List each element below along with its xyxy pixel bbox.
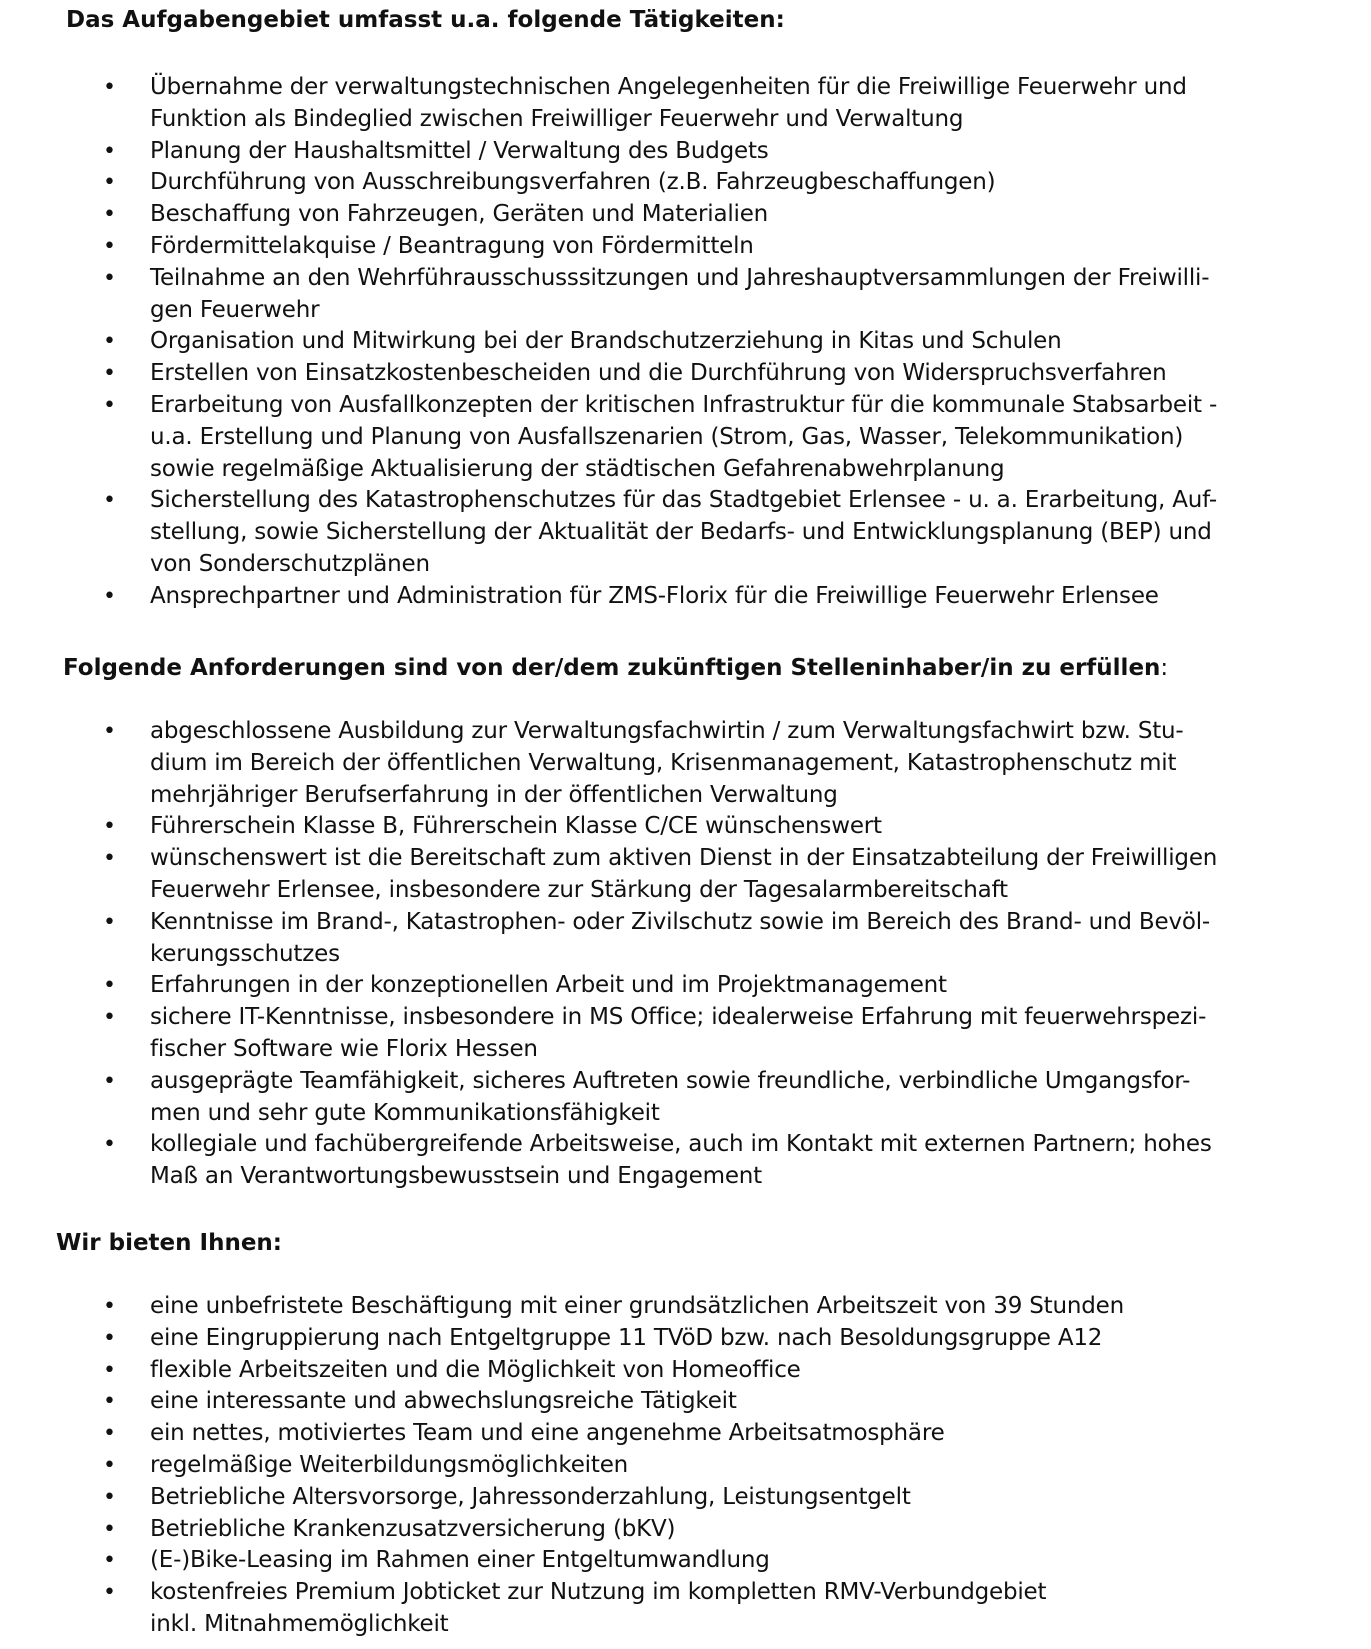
section-heading-benefits: [56, 1227, 282, 1259]
bullet-icon: •: [103, 814, 116, 840]
list-item-text: regelmäßige Weiterbildungsmöglichkeiten: [150, 1451, 629, 1478]
list-item: [0, 263, 1371, 327]
list-item: [0, 136, 1371, 168]
list-item: [0, 1386, 1371, 1418]
bullet-icon: •: [103, 202, 116, 228]
list-item: [0, 167, 1371, 199]
list-item-text: Organisation und Mitwirkung bei der Brandschutzerziehung in Kitas und Schulen: [150, 328, 1062, 355]
list-item-text: abgeschlossene Ausbildung zur Verwaltungsfachwirtin / zum Verwaltungsfachwirt bzw. Stu- dium im Bereich der öffentlichen Verwaltung, Krisenmanagement, Katastrophenschutz mit mehrjähriger Berufserfahrung in der öffentlichen Verwaltung: [150, 718, 1184, 808]
list-item-text: sichere IT-Kenntnisse, insbesondere in MS Office; idealerweise Erfahrung mit feuerwehrspezi- fischer Software wie Florix Hessen: [150, 1004, 1207, 1062]
list-item-text: Kenntnisse im Brand-, Katastrophen- oder Zivilschutz sowie im Bereich des Brand- und Bevöl- kerungsschutzes: [150, 908, 1211, 967]
list-item-text: eine interessante und abwechslungsreiche Tätigkeit: [150, 1388, 737, 1415]
requirements-list: [0, 716, 1371, 1193]
list-item: [0, 1418, 1371, 1450]
list-item: [0, 581, 1371, 613]
list-item-text: Fördermittelakquise / Beantragung von Fördermitteln: [150, 232, 754, 259]
list-item-text: eine Eingruppierung nach Entgeltgruppe 11 TVöD bzw. nach Besoldungsgruppe A12: [150, 1324, 1103, 1351]
list-item-text: Ansprechpartner und Administration für ZMS-Florix für die Freiwillige Feuerwehr Erlensee: [150, 582, 1159, 609]
list-item: [0, 1482, 1371, 1514]
list-item: [0, 811, 1371, 843]
list-item: [0, 1129, 1371, 1193]
list-item: [0, 326, 1371, 358]
section-heading-benefits-text: Wir bieten Ihnen:: [56, 1230, 283, 1256]
list-item-text: ein nettes, motiviertes Team und eine angenehme Arbeitsatmosphäre: [150, 1420, 945, 1447]
section-heading-requirements: [63, 652, 1168, 684]
list-item-text: Führerschein Klasse B, Führerschein Klasse C/CE wünschenswert: [150, 813, 882, 840]
list-item-text: Übernahme der verwaltungstechnischen Angelegenheiten für die Freiwillige Feuerwehr und Funktion als Bindeglied zwischen Freiwilliger Feuerwehr und Verwaltung: [150, 74, 1187, 132]
list-item-text: wünschenswert ist die Bereitschaft zum aktiven Dienst in der Einsatzabteilung der Freiwilligen Feuerwehr Erlensee, insbesondere zur Stärkung der Tagesalarmbereitschaft: [150, 845, 1218, 903]
list-item-text: Betriebliche Krankenzusatzversicherung (bKV): [150, 1515, 676, 1542]
list-item: [0, 485, 1371, 580]
bullet-icon: •: [103, 361, 116, 387]
bullet-icon: •: [103, 1357, 116, 1383]
list-item-text: ausgeprägte Teamfähigkeit, sicheres Auftreten sowie freundliche, verbindliche Umgangsfor- men und sehr gute Kommunikationsfähigkeit: [150, 1067, 1191, 1126]
list-item: [0, 1066, 1371, 1130]
list-item-text: Durchführung von Ausschreibungsverfahren (z.B. Fahrzeugbeschaffungen): [150, 169, 996, 196]
bullet-icon: •: [103, 1452, 116, 1478]
list-item-text: Betriebliche Altersvorsorge, Jahressonderzahlung, Leistungsentgelt: [150, 1483, 911, 1510]
section-heading-requirements-colon: :: [1160, 655, 1169, 681]
task-list: [0, 72, 1371, 613]
bullet-icon: •: [103, 1516, 116, 1542]
list-item-text: Beschaffung von Fahrzeugen, Geräten und Materialien: [150, 201, 769, 228]
list-item-text: Erstellen von Einsatzkostenbescheiden und die Durchführung von Widerspruchsverfahren: [150, 360, 1167, 387]
bullet-icon: •: [103, 909, 116, 935]
list-item: [0, 843, 1371, 907]
list-item-text: Sicherstellung des Katastrophenschutzes für das Stadtgebiet Erlensee - u. a. Erarbeitung, Auf- stellung, sowie Sicherstellung der Aktualität der Bedarfs- und Entwicklungsplanung (BEP) und von Sonderschutzplänen: [150, 487, 1217, 577]
list-item: [0, 1291, 1371, 1323]
list-item: [0, 1450, 1371, 1482]
bullet-icon: •: [103, 329, 116, 355]
bullet-icon: •: [103, 488, 116, 514]
section-heading-requirements-text: Folgende Anforderungen sind von der/dem zukünftigen Stelleninhaber/in zu erfüllen: [63, 655, 1161, 681]
bullet-icon: •: [103, 1005, 116, 1031]
bullet-icon: •: [103, 75, 116, 100]
bullet-icon: •: [103, 1548, 116, 1574]
bullet-icon: •: [103, 846, 116, 872]
bullet-icon: •: [103, 1421, 116, 1447]
bullet-icon: •: [103, 392, 116, 418]
list-item: [0, 390, 1371, 485]
section-heading-tasks-text: Das Aufgabengebiet umfasst u.a. folgende Tätigkeiten:: [66, 7, 785, 33]
bullet-icon: •: [103, 1484, 116, 1510]
bullet-icon: •: [103, 1294, 116, 1319]
benefits-list: [0, 1291, 1371, 1641]
list-item: [0, 907, 1371, 971]
bullet-icon: •: [103, 1068, 116, 1094]
list-item-text: eine unbefristete Beschäftigung mit einer grundsätzlichen Arbeitszeit von 39 Stunden: [150, 1293, 1124, 1319]
list-item: [0, 716, 1371, 811]
bullet-icon: •: [103, 973, 116, 999]
list-item-text: Teilnahme an den Wehrführausschusssitzungen und Jahreshauptversammlungen der Freiwilli- gen Feuerwehr: [150, 264, 1210, 323]
list-item: [0, 1323, 1371, 1355]
bullet-icon: •: [103, 583, 116, 609]
list-item-text: kostenfreies Premium Jobticket zur Nutzung im kompletten RMV-Verbundgebiet inkl. Mitnahmemöglichkeit: [150, 1579, 1047, 1637]
list-item: [0, 231, 1371, 263]
bullet-icon: •: [103, 233, 116, 259]
list-item: [0, 1514, 1371, 1546]
list-item-text: Erarbeitung von Ausfallkonzepten der kritischen Infrastruktur für die kommunale Stabsarbeit - u.a. Erstellung und Planung von Ausfallszenarien (Strom, Gas, Wasser, Telekommunikation) sowie regelmäßige Aktualisierung der städtischen Gefahrenabwehrplanung: [150, 391, 1218, 482]
bullet-icon: •: [103, 265, 116, 291]
list-item-text: Planung der Haushaltsmittel / Verwaltung des Budgets: [150, 137, 769, 164]
list-item: [0, 1355, 1371, 1387]
list-item-text: flexible Arbeitszeiten und die Möglichkeit von Homeoffice: [150, 1356, 801, 1383]
bullet-icon: •: [103, 1325, 116, 1351]
list-item: [0, 1577, 1371, 1641]
list-item: [0, 1545, 1371, 1577]
list-item-text: Erfahrungen in der konzeptionellen Arbeit und im Projektmanagement: [150, 972, 947, 999]
bullet-icon: •: [103, 1580, 116, 1606]
bullet-icon: •: [103, 1132, 116, 1158]
bullet-icon: •: [103, 138, 116, 164]
list-item: [0, 1002, 1371, 1066]
list-item: [0, 72, 1371, 136]
section-heading-tasks: [66, 4, 785, 36]
bullet-icon: •: [103, 170, 116, 196]
list-item: [0, 199, 1371, 231]
list-item-text: kollegiale und fachübergreifende Arbeitsweise, auch im Kontakt mit externen Partnern; hohes Maß an Verantwortungsbewusstsein und Engagement: [150, 1131, 1212, 1190]
list-item: [0, 970, 1371, 1002]
list-item: [0, 358, 1371, 390]
list-item-text: (E-)Bike-Leasing im Rahmen einer Entgeltumwandlung: [150, 1547, 770, 1574]
bullet-icon: •: [103, 719, 116, 744]
bullet-icon: •: [103, 1389, 116, 1415]
